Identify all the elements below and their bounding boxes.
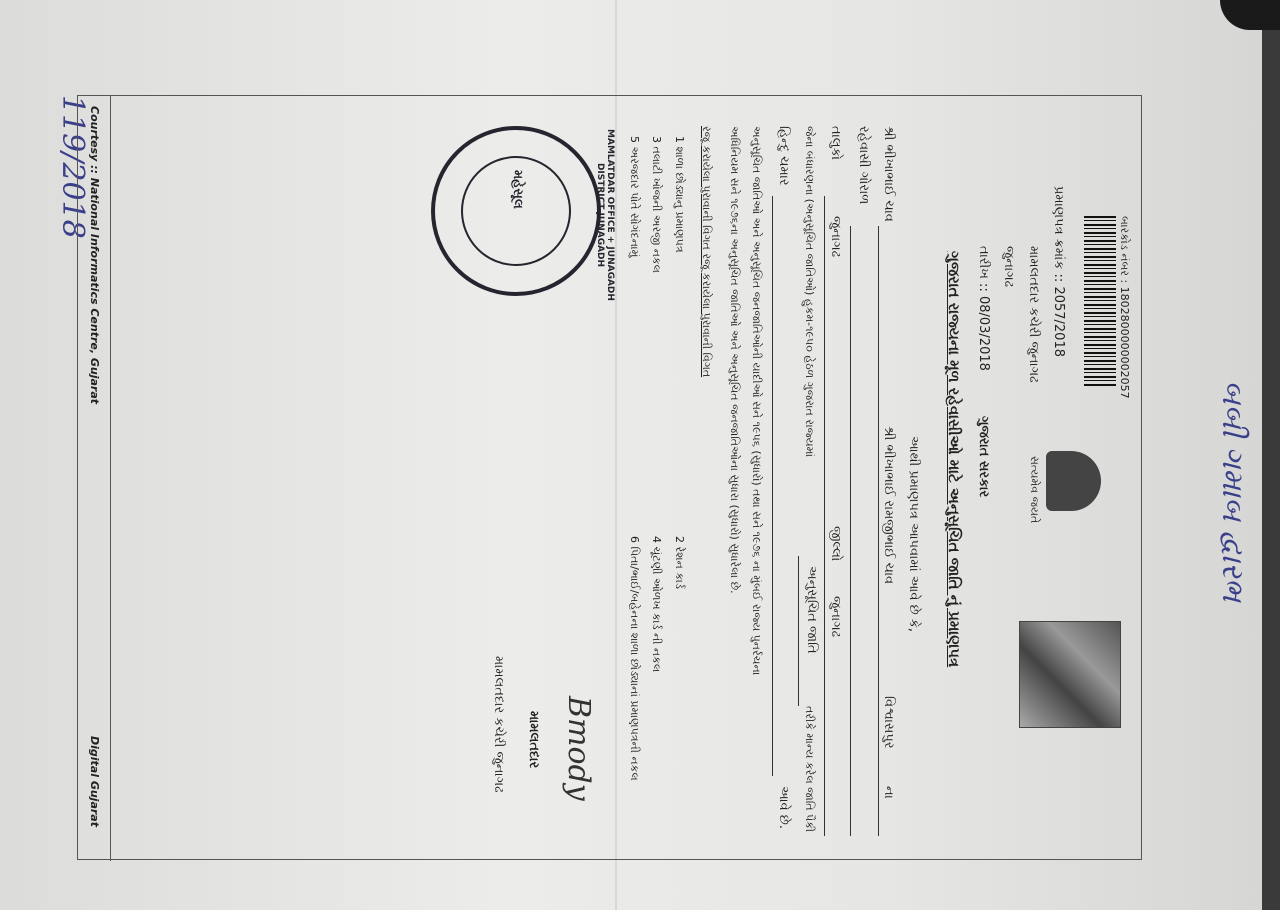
seal-center-text: મહેસૂલ	[510, 170, 525, 209]
footer-brand: Digital Gujarat	[88, 736, 101, 827]
certificate-number: પ્રમાણપત્ર ક્રમાંક :: 2057/2018	[1051, 186, 1066, 357]
proof-item: 2 રેશન કાર્ડ	[673, 536, 686, 589]
signatory-office: મામલતદાર કચેરી જુનાગઢ	[491, 656, 506, 793]
name-underline	[878, 226, 879, 836]
certificate-title: ગુજરાત રાજ્યના મૂળ રહેવાસીઓ માટે અનુસૂચિત જાતિ નું પ્રમાણપત્ર	[945, 251, 963, 668]
taluka-value: જુનાગઢ	[828, 216, 843, 258]
signatory-designation: મામલતદાર	[526, 711, 541, 769]
village-label: ના	[881, 786, 896, 799]
applicant-name: શ્રી ભીખાભાઈ રામજીભાઈ ચાવ	[881, 426, 896, 585]
footer-divider	[110, 96, 111, 861]
district-label: જીલ્લો	[828, 526, 843, 562]
proof-item: 4 ચૂંટણી ઓળખ કાર્ડ ની નકલ	[650, 536, 663, 673]
signature: Bmody	[561, 696, 596, 801]
caste-suffix: તરીકે માન્ય કરેલ જાતિ પૈકી	[803, 706, 816, 833]
taluka-underline	[824, 196, 825, 836]
government-title: ગુજરાત સરકાર	[976, 416, 991, 498]
certificate-sheet	[77, 95, 1142, 860]
legal-paragraph-1: અનુસૂચિત જાતિઓ અને અનુસૂચિત જનજાતિઓની યાદીઓ સને ૧૯૫૬ (સુધારો) તથા સને ૧૯૭૬ ના મુંબઈ રાજ્ય પુનર્રચના	[750, 126, 763, 676]
issue-date: તારીખ :: 08/03/2018	[976, 246, 991, 371]
subcaste-underline	[772, 196, 773, 776]
place-name: જુનાગઢ	[1001, 246, 1016, 288]
village-value: વિશ્વાસપુર	[881, 696, 896, 749]
office-name: મામલતદાર કચેરી જુનાગઢ	[1026, 246, 1041, 383]
proof-heading: રજૂ કરાયેલા પુરાવાની વિગત રજૂ કરાયેલા પુરાવાની વિગત	[700, 126, 713, 378]
barcode	[1084, 216, 1116, 386]
proof-item: 5 અરજદાર પોતે સોગંદનામું	[628, 136, 641, 258]
district-value: જુનાગઢ	[828, 596, 843, 638]
emblem-caption: સત્યમેવ જયતે	[1028, 456, 1041, 524]
resident-underline	[850, 226, 851, 836]
applicant-photo	[1019, 621, 1121, 728]
caste-underline	[798, 556, 799, 706]
taluka-label: તાલુકો	[828, 126, 843, 161]
caste-value: અનુસૂચિત જાતિ	[804, 566, 819, 654]
official-seal	[431, 126, 615, 301]
proof-item: 6 પિતા/ભાઈ/બહેનના શાળા છોડ્યાનાં પ્રમાણપત્રની નકલ	[628, 536, 641, 781]
seal-ring-text: MAMLATDAR OFFICE + JUNAGADH DISTRICT JUNAGADH	[595, 129, 615, 301]
resident-label: રહેવાસી ગોરાળ	[856, 126, 871, 205]
belongs-text: આવે છે.	[776, 786, 791, 829]
handwritten-date: 119/2018	[55, 95, 90, 239]
emblem-icon	[1046, 451, 1101, 511]
intro-text: આથી પ્રમાણપત્ર આપવામાં આવે છે કે,	[906, 436, 921, 633]
barcode-label: બારકોડ નંબર : 1802800000002057	[1118, 216, 1131, 399]
sub-caste: હિન્દુ ચમાર	[776, 126, 791, 186]
handwritten-note: બબી ગમાબ દ્વારભ	[1215, 380, 1250, 602]
legal-paragraph-2: અધિનિયમ સને ૧૯૭૬ના અનુસૂચિત જાતિઓ અને અનુસૂચિત જનજાતિઓના સુધારા (સુધારો) સુધારેલા છે.	[728, 126, 741, 594]
proof-item: 1 શાળા છોડ્યાનુ પ્રમાણપત્ર	[673, 136, 686, 253]
caste-text: જેના બંધારણના (અનુસૂચિત જાતિઓ) હુકમ-૧૯૫૦ હેઠળ ગુજરાત રાજ્યમાં	[803, 126, 816, 458]
footer-courtesy: Courtesy :: National Informatics Centre, Gujarat	[88, 106, 101, 405]
proof-item: 3 તલાટી ખોજની અરજી નકલ	[650, 136, 663, 273]
name-label: શ્રી ભીખાભાઈ ચાવ	[881, 126, 896, 222]
